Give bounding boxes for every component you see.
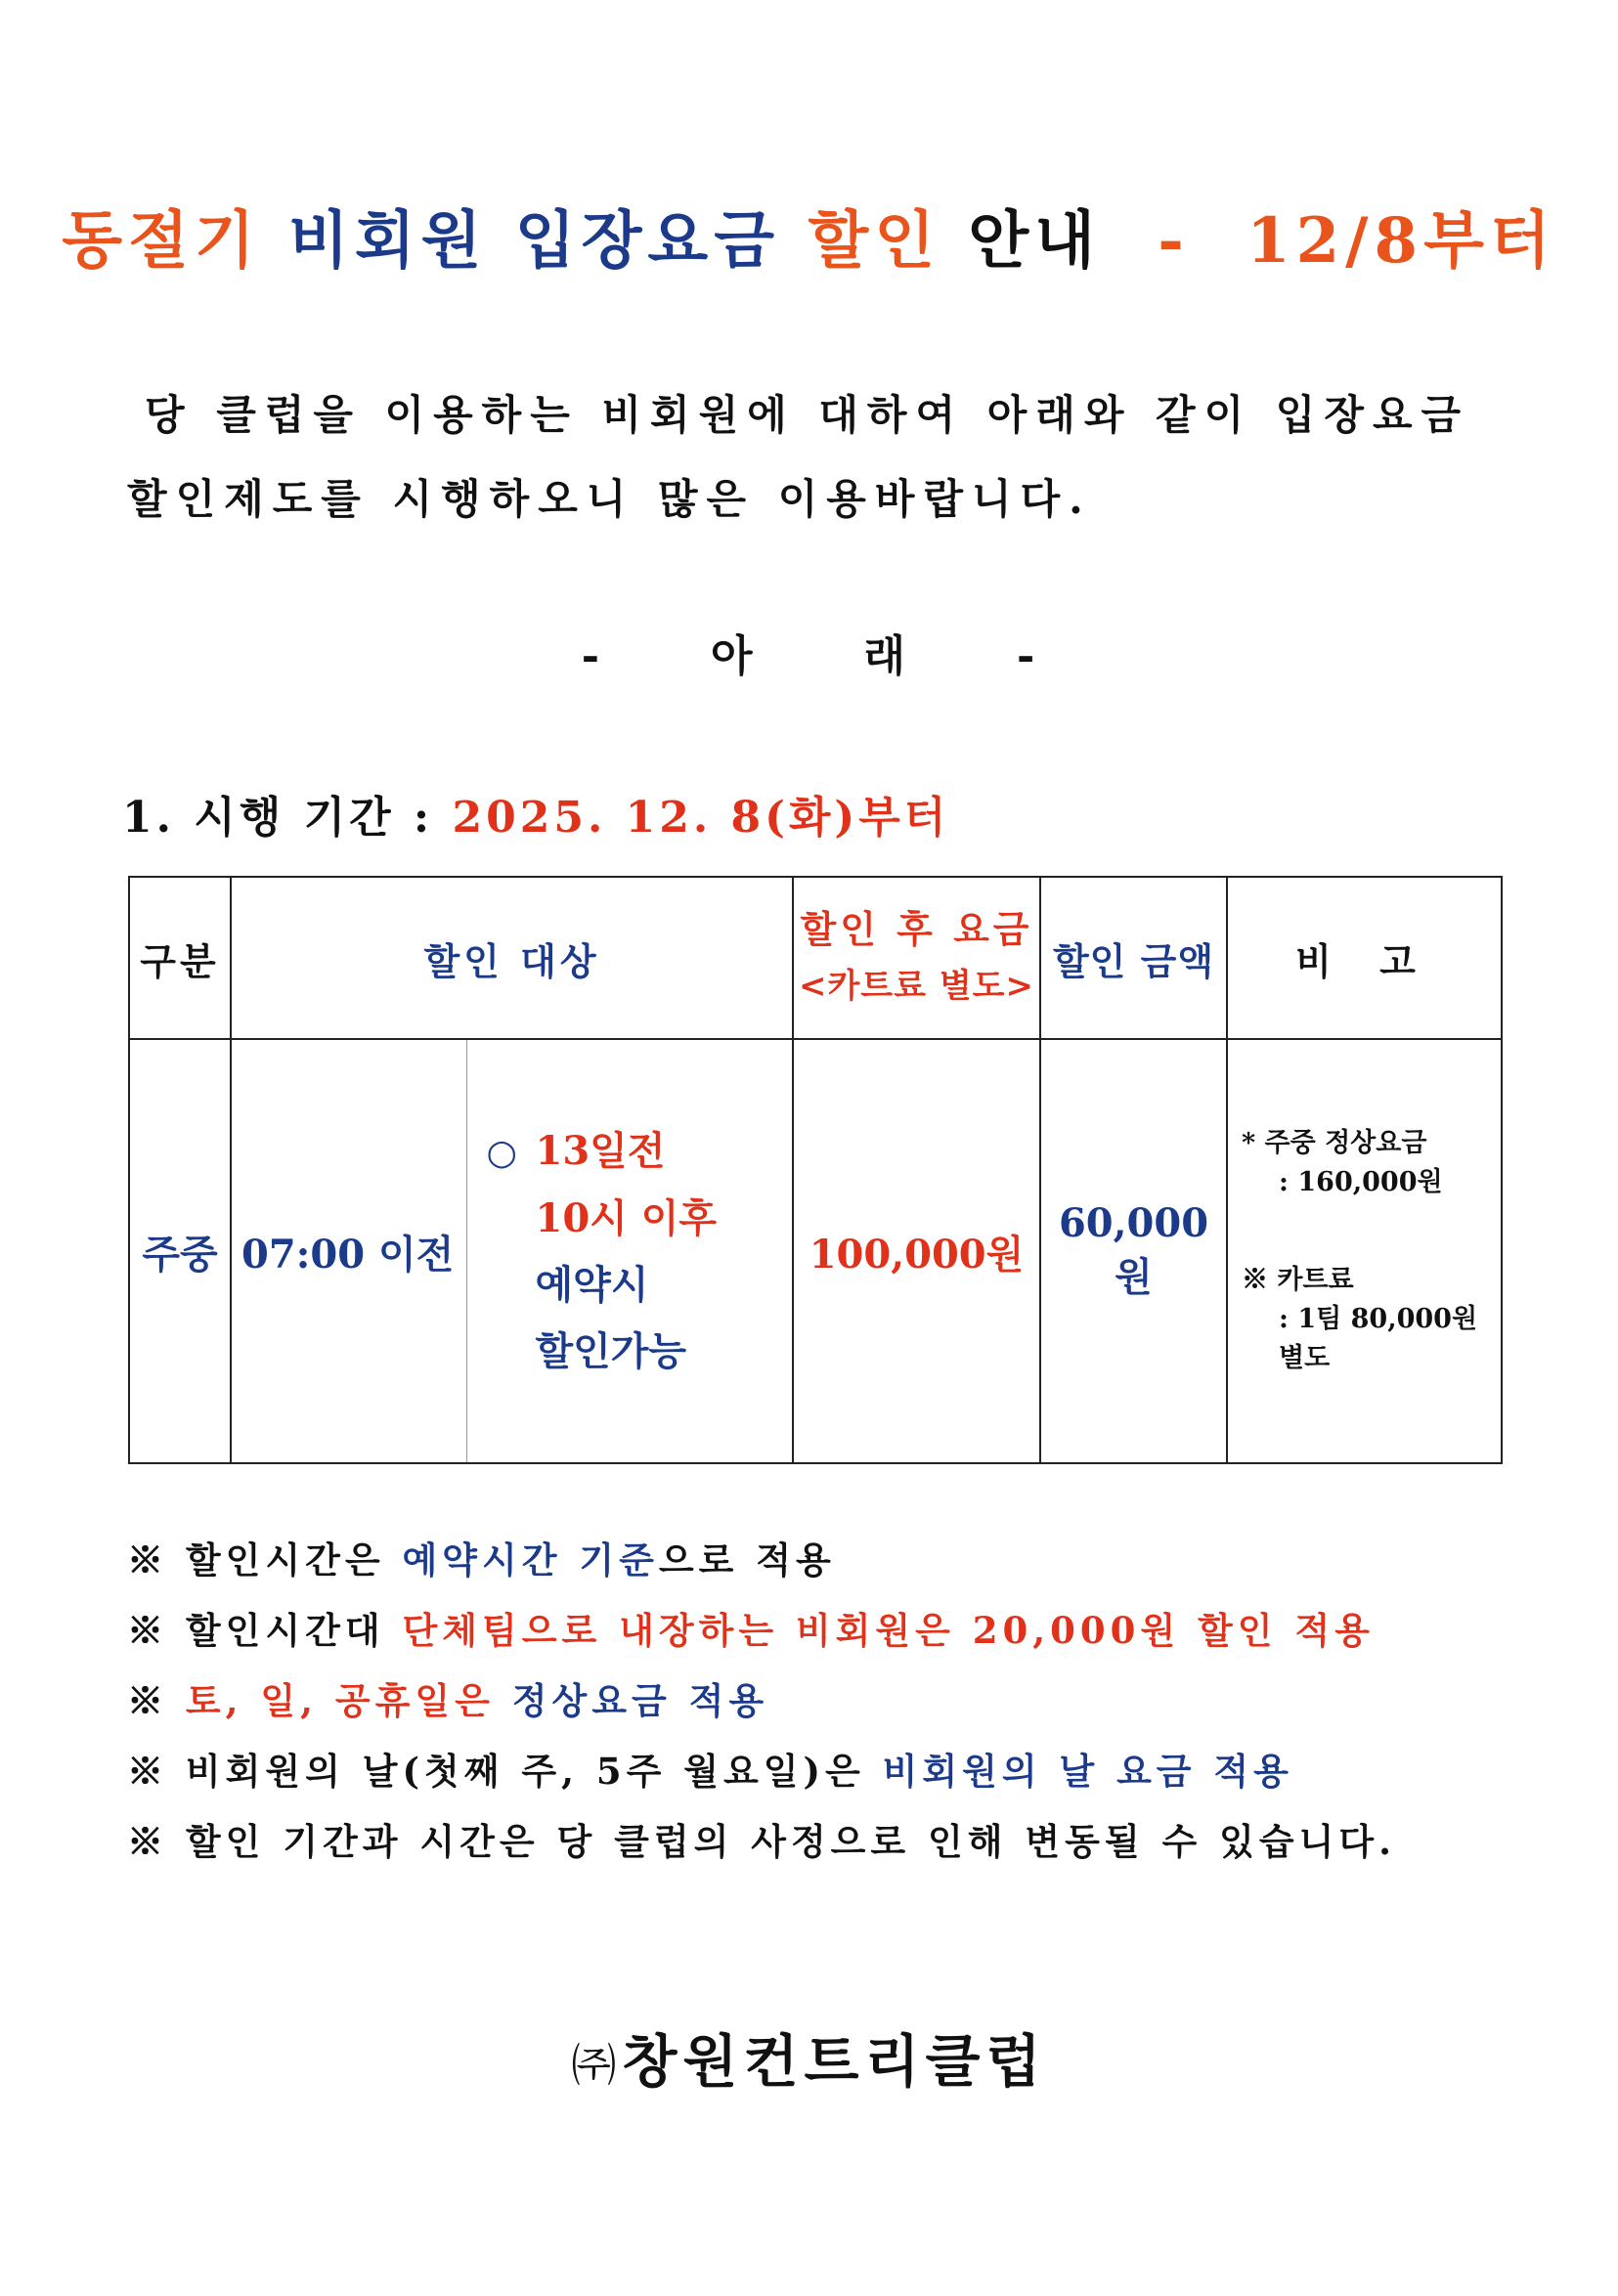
note-mark: ※	[127, 1609, 168, 1652]
note-4-a: 비회원의 날(첫째 주, 5주 월요일)은	[185, 1750, 865, 1793]
remark2-mark: ※	[1242, 1265, 1268, 1295]
note-1-a: 할인시간은	[185, 1538, 385, 1581]
header-fee	[793, 877, 1040, 1039]
title-date: 12/8부터	[1246, 204, 1556, 278]
remark1-value: : 160,000원	[1279, 1167, 1443, 1197]
period-value: 2025. 12. 8(화)부터	[452, 793, 950, 843]
table-row	[129, 1039, 1502, 1463]
notes-list	[127, 1525, 1515, 1877]
note-5: 할인 기간과 시간은 당 클럽의 사정으로 인해 변동될 수 있습니다.	[185, 1820, 1396, 1863]
title-notice: 안내	[968, 204, 1101, 278]
remark2-label: 카트료	[1277, 1265, 1354, 1295]
header-fee-line-1: 할인 후 요금	[800, 907, 1033, 951]
note-mark: ※	[127, 1538, 168, 1581]
intro-line-2: 할인제도를 시행하오니 많은 이용바랍니다.	[127, 475, 1092, 523]
note-mark: ※	[127, 1750, 168, 1793]
intro-line-1: 당 클럽을 이용하는 비회원에 대하여 아래와 같이 입장요금	[145, 391, 1470, 439]
title-dash: -	[1158, 204, 1190, 278]
remark1-label: 주중 정상요금	[1264, 1128, 1427, 1158]
header-fee-line-2: <카트료 별도>	[798, 967, 1035, 1006]
title-discount: 할인	[808, 204, 941, 278]
target-bullet: ○	[486, 1131, 517, 1173]
period-label: 1. 시행 기간 :	[122, 793, 434, 843]
list-item	[127, 1666, 1515, 1736]
header-remarks: 비 고	[1227, 877, 1502, 1039]
company-mark: ㈜	[571, 2039, 623, 2092]
note-mark: ※	[127, 1820, 168, 1863]
company-label: 창원컨트리클럽	[622, 2028, 1047, 2095]
below-char-1: 아	[710, 631, 755, 681]
title-nonmember-fee: 비회원 입장요금	[288, 204, 781, 278]
row-target	[466, 1039, 793, 1463]
target-line-1: 13일전	[535, 1127, 666, 1174]
note-1-c: 으로 적용	[658, 1538, 836, 1581]
remark1-mark: *	[1242, 1128, 1256, 1158]
row-category: 주중	[129, 1039, 231, 1463]
remark2-value: : 1팀 80,000원	[1279, 1304, 1478, 1334]
header-target: 할인 대상	[231, 877, 793, 1039]
below-dash-left: -	[581, 631, 601, 681]
note-4-b: 비회원의 날 요금 적용	[882, 1750, 1293, 1793]
below-char-2: 래	[863, 631, 908, 681]
list-item	[127, 1595, 1515, 1666]
list-item	[127, 1525, 1515, 1595]
fee-table	[128, 876, 1503, 1464]
target-line-4: 할인가능	[535, 1327, 687, 1374]
list-item	[127, 1806, 1515, 1877]
header-discount: 할인 금액	[1040, 877, 1227, 1039]
note-mark: ※	[127, 1679, 168, 1722]
below-heading	[0, 621, 1618, 683]
target-line-3: 예약시	[535, 1261, 649, 1308]
note-3-b: 정상요금 적용	[511, 1679, 769, 1722]
row-discount: 60,000원	[1040, 1039, 1227, 1463]
list-item	[127, 1736, 1515, 1806]
company-name	[0, 2015, 1618, 2098]
header-category: 구분	[129, 877, 231, 1039]
page-title	[0, 191, 1618, 281]
note-1-b: 예약시간 기준	[402, 1538, 659, 1581]
remark2-tail: 별도	[1279, 1343, 1331, 1373]
row-remarks	[1227, 1039, 1502, 1463]
target-line-2: 10시 이후	[535, 1194, 718, 1241]
row-time: 07:00 이전	[231, 1039, 466, 1463]
note-2-b: 단체팀으로 내장하는 비회원은 20,000원 할인 적용	[402, 1609, 1375, 1652]
title-winter: 동절기	[62, 204, 261, 278]
table-header-row	[129, 877, 1502, 1039]
note-2-a: 할인시간대	[185, 1609, 385, 1652]
note-3-a: 토, 일, 공휴일은	[185, 1679, 495, 1722]
below-dash-right: -	[1017, 631, 1037, 681]
period-line	[122, 782, 949, 845]
row-fee: 100,000원	[793, 1039, 1040, 1463]
